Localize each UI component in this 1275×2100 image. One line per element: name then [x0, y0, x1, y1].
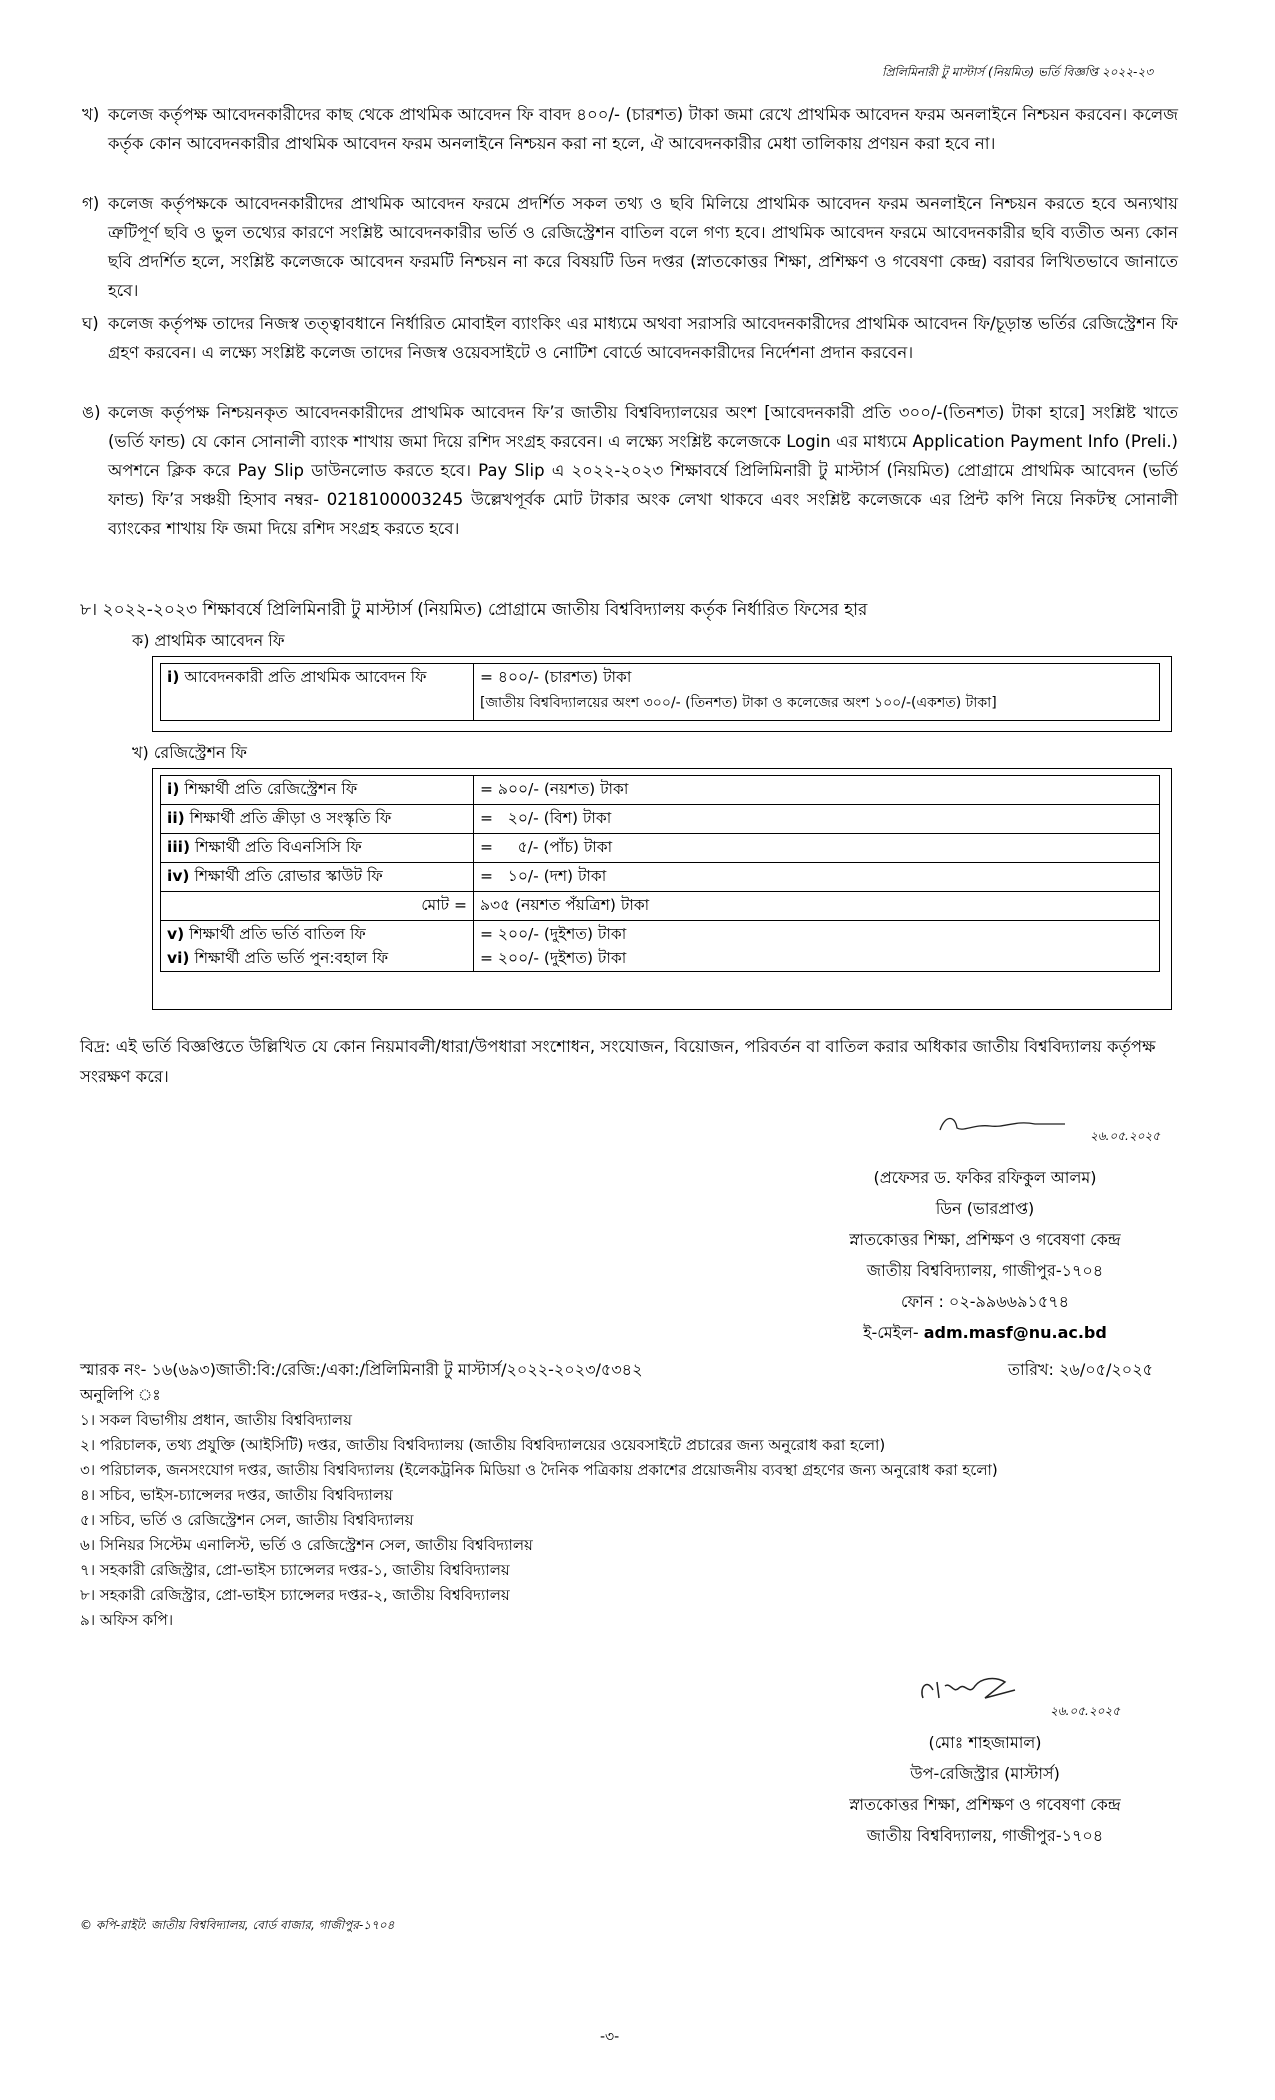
memo-reference: স্মারক নং- ১৬(৬৯৩)জাতী:বি:/রেজি:/একা:/প্রিলিমিনারী টু মাস্টার্স/২০২২-২০২৩/৫৩৪২ — [80, 1360, 643, 1379]
signatory-email — [800, 1317, 1170, 1348]
row-number: ii) — [167, 809, 185, 827]
row-number: vi) — [167, 949, 190, 967]
table-row — [161, 776, 1160, 805]
list-item: ১। সকল বিভাগীয় প্রধান, জাতীয় বিশ্ববিদ্যালয় — [80, 1411, 352, 1429]
fee-label-cell — [161, 805, 474, 834]
table-row — [161, 664, 1160, 721]
signature-date: ২৬.০৫.২০২৫ — [1050, 1704, 1121, 1718]
note-text: এই ভর্তি বিজ্ঞপ্তিতে উল্লিখিত যে কোন নিয়মাবলী/ধারা/উপধারা সংশোধন, সংযোজন, বিয়োজন, পরিবর্তন বা বাতিল করার অধিকার জাতীয় বিশ্ববিদ্যালয় কর্তৃপক্ষ সংরক্ষণ করে। — [80, 1037, 1156, 1086]
fee-label: শিক্ষার্থী প্রতি ক্রীড়া ও সংস্কৃতি ফি — [189, 809, 392, 827]
list-item: ৮। সহকারী রেজিস্ট্রার, প্রো-ভাইস চ্যান্সেলর দপ্তর-২, জাতীয় বিশ্ববিদ্যালয় — [80, 1586, 510, 1604]
paragraph-text: কলেজ কর্তৃপক্ষকে আবেদনকারীদের প্রাথমিক আবেদন ফরমে প্রদর্শিত সকল তথ্য ও ছবি মিলিয়ে প্রাথমিক আবেদন ফরম অনলাইনে নিশ্চয়ন করতে হবে অন্যথায় ত্রুটিপূর্ণ ছবি ও ভুল তথ্যের কারণে সংশ্লিষ্ট আবেদনকারীর ভর্তি ও রেজিস্ট্রেশন বাতিল বলে গণ্য হবে। প্রাথমিক আবেদন ফরমে আবেদনকারীর ছবি ব্যতীত অন্য কোন ছবি প্রদর্শিত হলে, সংশ্লিষ্ট কলেজকে আবেদন ফরমটি নিশ্চয়ন না করে বিষয়টি ডিন দপ্তর (স্নাতকোত্তর শিক্ষা, প্রশিক্ষণ ও গবেষণা কেন্দ্র) বরাবর লিখিতভাবে জানাতে হবে। — [108, 194, 1178, 300]
signatory-registrar-block — [800, 1727, 1170, 1851]
fee-value-cell — [474, 664, 1160, 721]
signatory-org: জাতীয় বিশ্ববিদ্যালয়, গাজীপুর-১৭০৪ — [866, 1826, 1104, 1845]
row-number: i) — [167, 668, 180, 686]
paragraph-number: গ) — [82, 194, 100, 213]
sub-heading-a: ক) প্রাথমিক আবেদন ফি — [132, 631, 285, 650]
fee-value-cell — [474, 921, 1160, 972]
paragraph-kha — [82, 100, 1178, 158]
cc-heading: অনুলিপি ঃ — [80, 1386, 161, 1404]
paragraph-gha — [82, 309, 1178, 367]
cc-list — [80, 1408, 998, 1633]
email-address: adm.masf@nu.ac.bd — [923, 1323, 1107, 1342]
fee-value: = ২০০/- (দুইশত) টাকা — [480, 949, 627, 967]
paragraph-number: ঘ) — [82, 314, 99, 333]
fee-label: শিক্ষার্থী প্রতি বিএনসিসি ফি — [194, 838, 362, 856]
fee-value-note: [জাতীয় বিশ্ববিদ্যালয়ের অংশ ৩০০/- (তিনশত) টাকা ও কলেজের অংশ ১০০/-(একশত) টাকা] — [480, 695, 997, 711]
total-value: ৯৩৫ (নয়শত পঁয়ত্রিশ) টাকা — [474, 892, 1160, 921]
disclaimer-note — [80, 1032, 1180, 1092]
fee-label: শিক্ষার্থী প্রতি ভর্তি বাতিল ফি — [189, 925, 366, 943]
table-row — [161, 834, 1160, 863]
page-number: -৩- — [600, 2029, 620, 2045]
header-title: প্রিলিমিনারী টু মাস্টার্স (নিয়মিত) ভর্তি বিজ্ঞপ্তি ২০২২-২৩ — [882, 65, 1153, 79]
row-number: i) — [167, 780, 180, 798]
paragraph-uma — [82, 398, 1178, 543]
signatory-name: (প্রফেসর ড. ফকির রফিকুল আলম) — [873, 1168, 1097, 1187]
signatory-name: (মোঃ শাহজামাল) — [928, 1733, 1042, 1752]
signature-date: ২৬.০৫.২০২৫ — [1090, 1129, 1161, 1143]
table-row — [161, 921, 1160, 972]
list-item: ২। পরিচালক, তথ্য প্রযুক্তি (আইসিটি) দপ্তর, জাতীয় বিশ্ববিদ্যালয় (জাতীয় বিশ্ববিদ্যালয়ের ওয়েবসাইটে প্রচারের জন্য অনুরোধ করা হলো) — [80, 1436, 886, 1454]
table-row-total — [161, 892, 1160, 921]
fee-label: শিক্ষার্থী প্রতি রোভার স্কাউট ফি — [194, 867, 383, 885]
signatory-dean-block — [800, 1162, 1170, 1348]
row-number: iii) — [167, 838, 191, 856]
note-label: বিদ্র: — [80, 1037, 111, 1056]
signatory-dept: স্নাতকোত্তর শিক্ষা, প্রশিক্ষণ ও গবেষণা কেন্দ্র — [849, 1795, 1121, 1814]
memo-date: তারিখ: ২৬/০৫/২০২৫ — [1008, 1360, 1153, 1379]
fee-label: আবেদনকারী প্রতি প্রাথমিক আবেদন ফি — [184, 668, 427, 686]
fee-label: শিক্ষার্থী প্রতি ভর্তি পুন:বহাল ফি — [194, 949, 389, 967]
sub-heading-b: খ) রেজিস্ট্রেশন ফি — [132, 743, 247, 762]
paragraph-text: কলেজ কর্তৃপক্ষ নিশ্চয়নকৃত আবেদনকারীদের প্রাথমিক আবেদন ফি’র জাতীয় বিশ্ববিদ্যালয়ের অংশ [আবেদনকারী প্রতি ৩০০/-(তিনশত) টাকা হারে] সংশ্লিষ্ট খাতে (ভর্তি ফান্ড) যে কোন সোনালী ব্যাংক শাখায় জমা দিয়ে রশিদ সংগ্রহ করবেন। এ লক্ষ্যে সংশ্লিষ্ট কলেজকে Login এর মাধ্যমে Application Payment Info (Preli.) অপশনে ক্লিক করে Pay Slip ডাউনলোড করতে হবে। Pay Slip এ ২০২২-২০২৩ শিক্ষাবর্ষে প্রিলিমিনারী টু মাস্টার্স (নিয়মিত) প্রোগ্রামে প্রাথমিক আবেদন (ভর্তি ফান্ড) ফি’র সঞ্চয়ী হিসাব নম্বর- 0218100003245 উল্লেখপূর্বক মোট টাকার অংক লেখা থাকবে এবং সংশ্লিষ্ট কলেজকে এর প্রিন্ট কপি নিয়ে নিকটস্থ সোনালী ব্যাংকের শাখায় ফি জমা দিয়ে রশিদ সংগ্রহ করতে হবে। — [108, 403, 1178, 538]
list-item: ৯। অফিস কপি। — [80, 1611, 174, 1629]
list-item: ৫। সচিব, ভর্তি ও রেজিস্ট্রেশন সেল, জাতীয় বিশ্ববিদ্যালয় — [80, 1511, 414, 1529]
fee-value: = ২০০/- (দুইশত) টাকা — [480, 925, 627, 943]
paragraph-number: ঙ) — [82, 403, 101, 422]
fee-value: = ২০/- (বিশ) টাকা — [474, 805, 1160, 834]
fee-label-cell — [161, 921, 474, 972]
row-number: iv) — [167, 867, 190, 885]
section-8-title: ৮। ২০২২-২০২৩ শিক্ষাবর্ষে প্রিলিমিনারী টু মাস্টার্স (নিয়মিত) প্রোগ্রামে জাতীয় বিশ্ববিদ্যালয় কর্তৃক নির্ধারিত ফিসের হার — [80, 600, 868, 620]
signatory-dept: স্নাতকোত্তর শিক্ষা, প্রশিক্ষণ ও গবেষণা কেন্দ্র — [849, 1230, 1121, 1249]
fee-label-cell — [161, 776, 474, 805]
fee-value: = ৯০০/- (নয়শত) টাকা — [474, 776, 1160, 805]
paragraph-text: কলেজ কর্তৃপক্ষ তাদের নিজস্ব তত্ত্বাবধানে নির্ধারিত মোবাইল ব্যাংকিং এর মাধ্যমে অথবা সরাসরি আবেদনকারীদের প্রাথমিক আবেদন ফি/চূড়ান্ত ভর্তির রেজিস্ট্রেশন ফি গ্রহণ করবেন। এ লক্ষ্যে সংশ্লিষ্ট কলেজ তাদের নিজস্ব ওয়েবসাইটে ও নোটিশ বোর্ডে আবেদনকারীদের নির্দেশনা প্রদান করবেন। — [108, 314, 1178, 362]
list-item: ৪। সচিব, ভাইস-চ্যান্সেলর দপ্তর, জাতীয় বিশ্ববিদ্যালয় — [80, 1486, 393, 1504]
paragraph-text: কলেজ কর্তৃপক্ষ আবেদনকারীদের কাছ থেকে প্রাথমিক আবেদন ফি বাবদ ৪০০/- (চারশত) টাকা জমা রেখে প্রাথমিক আবেদন ফরম অনলাইনে নিশ্চয়ন করবেন। কলেজ কর্তৃক কোন আবেদনকারীর প্রাথমিক আবেদন ফরম অনলাইনে নিশ্চয়ন করা না হলে, ঐ আবেদনকারীর মেধা তালিকায় প্রণয়ন করা হবে না। — [108, 105, 1178, 153]
list-item: ৭। সহকারী রেজিস্ট্রার, প্রো-ভাইস চ্যান্সেলর দপ্তর-১, জাতীয় বিশ্ববিদ্যালয় — [80, 1561, 510, 1579]
table-row — [161, 863, 1160, 892]
signature-deputy-registrar — [915, 1668, 1045, 1713]
row-number: v) — [167, 925, 185, 943]
signature-dean — [935, 1110, 1075, 1140]
signatory-title: ডিন (ভারপ্রাপ্ত) — [935, 1199, 1035, 1218]
signatory-title: উপ-রেজিস্ট্রার (মাস্টার্স) — [910, 1764, 1060, 1783]
copyright-footer: © কপি-রাইট: জাতীয় বিশ্ববিদ্যালয়, বোর্ড বাজার, গাজীপুর-১৭০৪ — [80, 1918, 395, 1932]
total-label: মোট = — [161, 892, 474, 921]
fee-value: = ৫/- (পাঁচ) টাকা — [474, 834, 1160, 863]
paragraph-number: খ) — [82, 105, 100, 124]
signatory-org: জাতীয় বিশ্ববিদ্যালয়, গাজীপুর-১৭০৪ — [866, 1261, 1104, 1280]
list-item: ৩। পরিচালক, জনসংযোগ দপ্তর, জাতীয় বিশ্ববিদ্যালয় (ইলেকট্রনিক মিডিয়া ও দৈনিক পত্রিকায় প্রকাশের প্রয়োজনীয় ব্যবস্থা গ্রহণের জন্য অনুরোধ করা হলো) — [80, 1461, 998, 1479]
fee-table-a — [160, 663, 1160, 721]
email-label: ই-মেইল- — [863, 1323, 919, 1342]
fee-label-cell — [161, 664, 474, 721]
fee-value: = ১০/- (দশ) টাকা — [474, 863, 1160, 892]
paragraph-ga — [82, 189, 1178, 305]
list-item: ৬। সিনিয়র সিস্টেম এনালিস্ট, ভর্তি ও রেজিস্ট্রেশন সেল, জাতীয় বিশ্ববিদ্যালয় — [80, 1536, 533, 1554]
fee-value: = ৪০০/- (চারশত) টাকা — [480, 668, 632, 686]
fee-label-cell — [161, 863, 474, 892]
fee-table-b — [160, 775, 1160, 972]
table-row — [161, 805, 1160, 834]
fee-label: শিক্ষার্থী প্রতি রেজিস্ট্রেশন ফি — [184, 780, 358, 798]
fee-label-cell — [161, 834, 474, 863]
signatory-phone: ফোন : ০২-৯৯৬৬৯১৫৭৪ — [900, 1292, 1070, 1311]
